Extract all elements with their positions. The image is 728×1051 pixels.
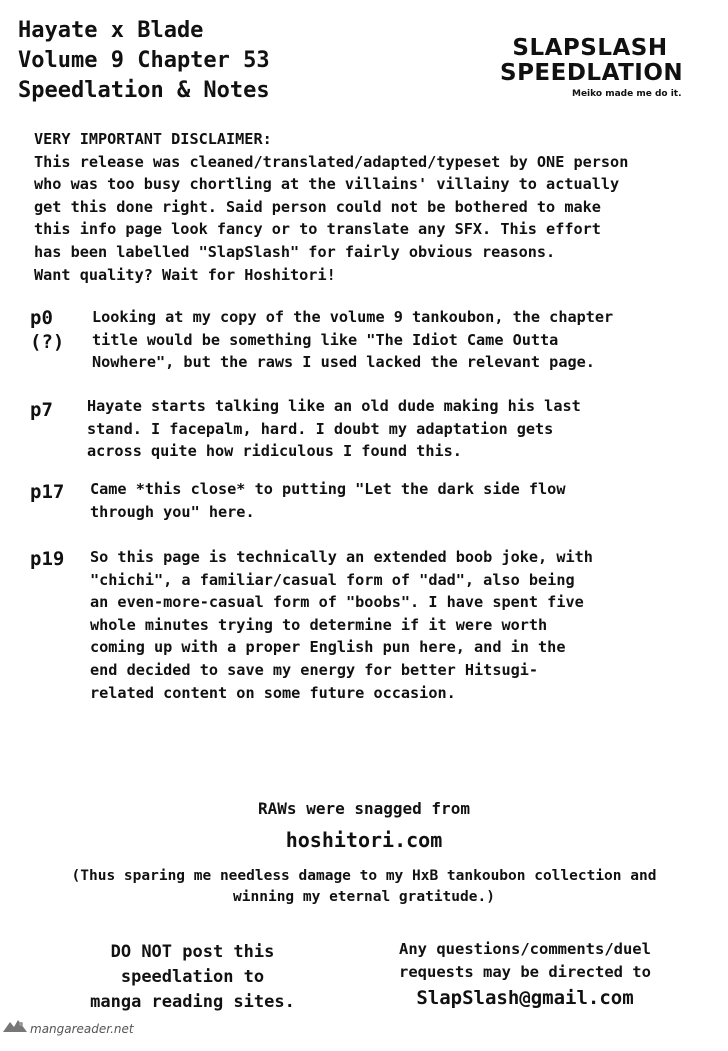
note-page-label: p7	[30, 399, 53, 421]
thanks-note: (Thus sparing me needless damage to my HxB tankoubon collection and winning my eternal gratitude.)	[71, 868, 657, 905]
note-page-label: p0 (?)	[30, 307, 65, 353]
group-logo-line2: SPEEDLATION	[500, 60, 684, 86]
raws-site-link[interactable]: hoshitori.com	[285, 828, 443, 852]
note-page-label: p17	[30, 481, 65, 503]
contact-text: Any questions/comments/duel requests may be directed to	[399, 940, 651, 981]
no-repost-notice: DO NOT post this speedlation to manga reading sites.	[90, 942, 295, 1012]
watermark-text: mangareader.net	[30, 1021, 134, 1036]
group-tagline: Meiko made me do it.	[572, 89, 682, 99]
mangareader-logo-icon	[2, 1018, 28, 1039]
note-text: So this page is technically an extended boob joke, with "chichi", a familiar/casual form of "dad", also being an even-more-casual form of "boobs". I have spent five whole minutes trying to determine if it were worth coming up with a proper English pun here, and in the end decided to save my energy for better Hitsugi- related content on some future occasion.	[90, 548, 593, 702]
note-text: Hayate starts talking like an old dude making his last stand. I facepalm, hard. I doubt my adaptation gets across quite how ridiculous I found this.	[87, 397, 581, 461]
note-text: Looking at my copy of the volume 9 tankoubon, the chapter title would be something like "The Idiot Came Outta Nowhere", but the raws I used lacked the relevant page.	[92, 308, 614, 372]
note-page-label: p19	[30, 548, 65, 570]
contact-email-link[interactable]: SlapSlash@gmail.com	[416, 987, 634, 1009]
group-logo	[500, 35, 684, 86]
raws-credit: RAWs were snagged from	[258, 799, 470, 818]
note-text: Came *this close* to putting "Let the dark side flow through you" here.	[90, 480, 566, 521]
group-logo-line1: SLAPSLASH	[512, 35, 668, 61]
watermark	[2, 1018, 134, 1039]
disclaimer: VERY IMPORTANT DISCLAIMER: This release was cleaned/translated/adapted/typeset by ONE person who was too busy chortling at the villains' villainy to actually get this done right. Said person could not be bothered to make this info page look fancy or to translate any SFX. This effort has been labelled "SlapSlash" for fairly obvious reasons. Want quality? Wait for Hoshitori!	[34, 130, 629, 284]
page-title: Hayate x Blade Volume 9 Chapter 53 Speedlation & Notes	[18, 18, 270, 103]
